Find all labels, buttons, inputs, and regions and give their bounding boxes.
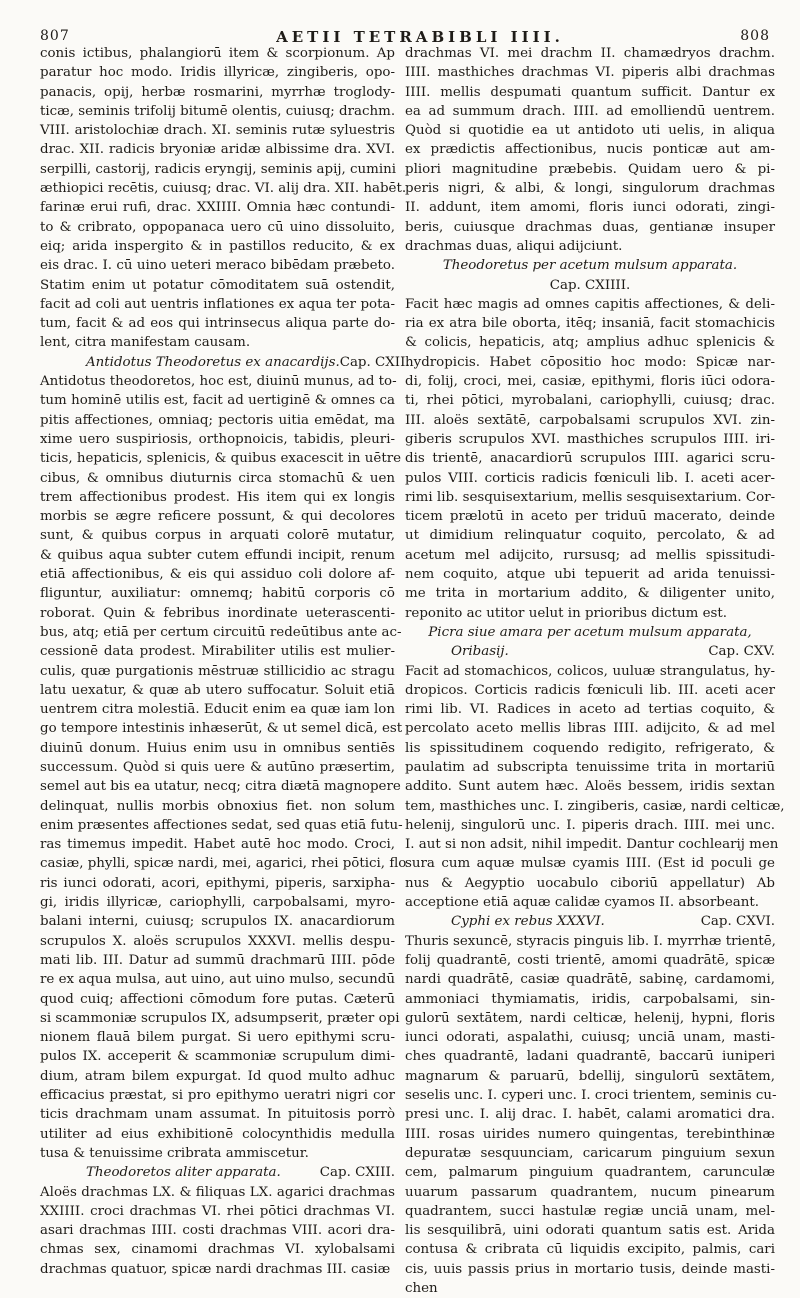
text-line: quadrantem, succi hastulæ regiæ unciā unam, mel- bbox=[405, 1203, 775, 1219]
text-line: re ex aqua mulsa, aut uino, aut uino mulso, secundū bbox=[40, 972, 395, 988]
text-line: pliori magnitudine præbebis. Quidam uero & pi- bbox=[405, 161, 775, 177]
text-line: successum. Quòd si quis uere & autūno præsertim, bbox=[40, 759, 395, 775]
section-heading: Theodoretus per acetum mulsum apparata. bbox=[442, 258, 738, 274]
text-line: ras timemus impedit. Habet autē hoc modo. Croci, bbox=[40, 837, 395, 853]
text-line: ticem prælotū in aceto per triduū macerato, deinde bbox=[405, 509, 775, 525]
text-line: rimi lib. VI. Radices in aceto ad tertias coquito, & bbox=[405, 702, 775, 718]
text-line: utiliter ad eius exhibitionē colocynthidis medulla bbox=[40, 1126, 395, 1142]
text-line: nus & Aegyptio uocabulo ciboriū appellatur) Ab bbox=[405, 875, 775, 891]
text-line: acceptione etiā aquæ calidæ cyamos II. absorbeant. bbox=[405, 895, 759, 911]
text-line: mati lib. III. Datur ad summū drachmarū IIII. pōde bbox=[40, 952, 395, 968]
text-line: paratur hoc modo. Iridis illyricæ, zingiberis, opo- bbox=[40, 65, 395, 81]
text-line: nionem flauā bilem purgat. Si uero epithymi scru- bbox=[40, 1030, 395, 1046]
text-line: tum, facit & ad eos qui intrinsecus aliqua parte do- bbox=[40, 316, 395, 332]
text-line: Thuris sexuncē, styracis pinguis lib. I. myrrhæ trientē, bbox=[405, 933, 776, 949]
text-line: magnarum & paruarū, bdellij, singulorū sextātem, bbox=[405, 1068, 775, 1084]
text-line: Antidotus theodoretos, hoc est, diuinū munus, ad to- bbox=[40, 374, 397, 390]
chapter-number: Cap. CXIII. bbox=[319, 1165, 395, 1181]
text-line: beris, cuiusque drachmas duas, gentianæ insuper bbox=[405, 219, 775, 235]
section-author: Oribasij. bbox=[451, 644, 509, 660]
section-heading-row bbox=[40, 353, 410, 372]
text-line: ut dimidium relinquatur coquito, percolato, & ad bbox=[405, 528, 775, 544]
right-folio-number: 808 bbox=[740, 28, 770, 44]
text-line: drachmas VI. mei drachm II. chamædryos drachm. bbox=[405, 46, 775, 61]
text-line: Quòd si quotidie ea ut antidoto uti uelis, in aliqua bbox=[405, 123, 775, 139]
chapter-number: Cap. CXV. bbox=[708, 644, 775, 660]
text-line: pulos VIII. corticis radicis fœniculi lib. I. aceti acer- bbox=[405, 470, 775, 486]
text-line: bus, atq; etiā per certum circuitū redeūtibus ante ac- bbox=[40, 624, 402, 640]
text-line: Statim enim ut potatur cōmoditatem suā ostendit, bbox=[40, 277, 395, 293]
text-line: si scammoniæ scrupulos IX, adsumpserit, præter opi bbox=[40, 1010, 400, 1026]
text-line: ches quadrantē, ladani quadrantē, baccarū iuniperi bbox=[405, 1049, 775, 1065]
text-line: ticis drachmam unam assumat. In pituitosis porrò bbox=[40, 1107, 395, 1123]
text-line: roborat. Quin & febribus inordinate ueterascenti- bbox=[40, 605, 395, 621]
text-line: dropicos. Corticis radicis fœniculi lib. III. aceti acer bbox=[405, 682, 775, 698]
text-line: ticæ, seminis trifolij bitumē olentis, cuiusq; drachm. bbox=[40, 103, 396, 119]
text-line: IIII. rosas uirides numero quingentas, terebinthinæ bbox=[405, 1126, 775, 1142]
text-line: conis ictibus, phalangiorū item & scorpionum. Ap bbox=[40, 46, 395, 61]
section-heading-row bbox=[405, 642, 775, 661]
text-line: Aloës drachmas LX. & filiquas LX. agarici drachmas bbox=[40, 1184, 395, 1200]
text-line: culis, quæ purgationis mēstruæ stillicidio ac stragu bbox=[40, 663, 395, 679]
text-line: balani interni, cuiusq; scrupulos IX. anacardiorum bbox=[40, 914, 395, 930]
section-heading-row bbox=[40, 1163, 395, 1182]
section-heading: Theodoretos aliter apparata. bbox=[86, 1165, 281, 1181]
text-line: presi unc. I. alij drac. I. habēt, calami aromatici dra. bbox=[405, 1107, 775, 1123]
text-line: paulatim ad subscripta tenuissime trita in mortariū bbox=[405, 759, 775, 775]
text-line: seselis unc. I. cyperi unc. I. croci trientem, seminis cu- bbox=[405, 1088, 777, 1104]
text-line: nem coquito, atque ubi tepuerit ad arida tenuissi- bbox=[405, 567, 775, 583]
text-line: asari drachmas IIII. costi drachmas VIII. acori dra- bbox=[40, 1223, 395, 1239]
text-line: Facit hæc magis ad omnes capitis affectiones, & deli- bbox=[405, 296, 775, 312]
text-line: eiq; arida inspergito & in pastillos reducito, & ex bbox=[40, 238, 395, 254]
text-line: lis spissitudinem coquendo redigito, refrigerato, & bbox=[405, 740, 775, 756]
text-line: Facit ad stomachicos, colicos, uuluæ strangulatus, hy- bbox=[405, 663, 775, 679]
text-line: nardi quadrātē, casiæ quadrātē, sabinę, cardamomi, bbox=[405, 972, 775, 988]
text-line: serpilli, castorij, radicis eryngij, seminis apij, cumini bbox=[40, 161, 397, 177]
text-line: delinquat, nullis morbis obnoxius fiet. non solum bbox=[40, 798, 395, 814]
text-line: etiā affectionibus, & eis qui assiduo coli dolore af- bbox=[40, 567, 395, 583]
text-line: pitis affectiones, omniaq; pectoris uitia emēdat, ma bbox=[40, 412, 395, 428]
text-line: chmas sex, cinamomi drachmas VI. xylobalsami bbox=[40, 1242, 395, 1258]
text-line: folij quadrantē, costi trientē, amomi quadrātē, spicæ bbox=[405, 952, 775, 968]
text-line: sunt, & quibus corpus in arquati colorē mutatur, bbox=[40, 528, 395, 544]
right-text-column bbox=[405, 44, 785, 1298]
text-line: ris iunci odorati, acori, epithymi, piperis, sarxipha- bbox=[40, 875, 395, 891]
chapter-number: Cap. CXVI. bbox=[700, 914, 775, 930]
text-line: tum hominē utilis est, facit ad uertiginē & omnes ca bbox=[40, 393, 395, 409]
text-line: cem, palmarum pinguium quadrantem, carunculæ bbox=[405, 1165, 775, 1181]
text-line: tusa & tenuissime cribrata ammiscetur. bbox=[40, 1145, 309, 1161]
text-line: fliguntur, auxiliatur: omnemq; habitū corporis cō bbox=[40, 586, 395, 602]
text-line: dium, atram bilem expurgat. Id quod multo adhuc bbox=[40, 1068, 395, 1084]
text-line: gi, iridis illyricæ, cariophylli, carpobalsami, myro- bbox=[40, 895, 395, 911]
text-line: quod cuiq; affectioni cōmodum fore putas. Cæterū bbox=[40, 991, 395, 1007]
text-line: ti, rhei pōtici, myrobalani, cariophylli, cuiusq; drac. bbox=[405, 393, 775, 409]
text-line: latu uexatur, & quæ ab utero suffocatur. Soluit etiā bbox=[40, 682, 395, 698]
text-line: cessionē data prodest. Mirabiliter utilis est mulier- bbox=[40, 644, 395, 660]
text-line: drachmas quatuor, spicæ nardi drachmas III. casiæ bbox=[40, 1261, 391, 1277]
text-line: chen bbox=[405, 1281, 438, 1296]
text-line: di, folij, croci, mei, casiæ, epithymi, floris iūci odora- bbox=[405, 374, 775, 390]
text-line: panacis, opij, herbæ rosmarini, myrrhæ troglody- bbox=[40, 84, 395, 100]
text-line: enim præsentes affectiones sedat, sed quas etiā futu- bbox=[40, 817, 403, 833]
text-line: cibus, & omnibus diuturnis circa stomachū & uen bbox=[40, 470, 395, 486]
text-line: eis drac. I. cū uino ueteri meraco bibēdam præbeto. bbox=[40, 258, 395, 274]
left-folio-number: 807 bbox=[40, 28, 70, 44]
text-line: ria ex atra bile oborta, itēq; insaniā, facit stomachicis bbox=[405, 316, 775, 332]
text-line: VIII. aristolochiæ drach. XI. seminis rutæ syluestris bbox=[40, 123, 395, 139]
text-line: iunci odorati, aspalathi, cuiusq; unciā unam, masti- bbox=[405, 1030, 775, 1046]
text-line: giberis scrupulos XVI. masthiches scrupulos IIII. iri- bbox=[405, 431, 775, 447]
text-line: I. aut si non adsit, nihil impedit. Dantur cochlearij men bbox=[405, 837, 779, 853]
text-line: ea ad summum drach. IIII. ad emolliendū uentrem. bbox=[405, 103, 775, 119]
text-line: casiæ, phylli, spicæ nardi, mei, agarici, rhei pōtici, flo bbox=[40, 856, 407, 872]
text-line: æthiopici recētis, cuiusq; drac. VI. alij dra. XII. habēt. bbox=[40, 181, 407, 197]
text-line: drachmas duas, aliqui adijciunt. bbox=[405, 238, 623, 254]
text-line: acetum mel adijcito, rursusq; ad mellis spissitudi- bbox=[405, 547, 775, 563]
text-line: cis, uuis passis prius in mortario tusis, deinde masti- bbox=[405, 1261, 775, 1277]
text-line: addito. Sunt autem hæc. Aloës bessem, iridis sextan bbox=[405, 779, 775, 795]
text-line: uentrem citra molestiā. Educit enim ea quæ iam lon bbox=[40, 702, 395, 718]
chapter-number: Cap. CXII. bbox=[339, 354, 410, 370]
text-line: rimi lib. sesquisextarium, mellis sesquisextarium. Cor- bbox=[405, 489, 776, 505]
text-line: tem, masthiches unc. I. zingiberis, casiæ, nardi celticæ, bbox=[405, 798, 785, 814]
text-line: uuarum passarum quadrantem, nucum pinearum bbox=[405, 1184, 775, 1200]
text-line: morbis se ægre reficere possunt, & qui decolores bbox=[40, 509, 395, 525]
text-line: hydropicis. Habet cōpositio hoc modo: Spicæ nar- bbox=[405, 354, 775, 370]
text-line: sura cum aquæ mulsæ cyamis IIII. (Est id poculi ge bbox=[405, 856, 775, 872]
section-heading: Antidotus Theodoretus ex anacardijs. bbox=[86, 354, 340, 370]
text-line: depuratæ sesquunciam, caricarum pinguium sexun bbox=[405, 1145, 775, 1161]
section-heading-row bbox=[405, 912, 775, 931]
text-line: contusa & cribrata cū liquidis excipito, palmis, cari bbox=[405, 1242, 775, 1258]
text-line: gulorū sextātem, nardi celticæ, helenij, hypni, floris bbox=[405, 1010, 775, 1026]
left-text-column bbox=[40, 44, 410, 1279]
text-line: XXIIII. croci drachmas VI. rhei pōtici drachmas VI. bbox=[40, 1203, 395, 1219]
text-line: facit ad coli aut uentris inflationes ex aqua ter pota- bbox=[40, 296, 395, 312]
text-line: farinæ erui rufi, drac. XXIIII. Omnia hæc contundi- bbox=[40, 200, 395, 216]
running-title: AETII TETRABIBLI IIII. bbox=[276, 28, 564, 46]
text-line: percolato aceto mellis libras IIII. adijcito, & ad mel bbox=[405, 721, 775, 737]
text-line: efficacius præstat, si pro epithymo ueratri nigri cor bbox=[40, 1088, 395, 1104]
text-line: semel aut bis ea utatur, necq; citra diætā magnopere bbox=[40, 779, 401, 795]
text-line: go tempore intestinis inhæserūt, & ut semel dicā, est bbox=[40, 721, 403, 737]
chapter-number: Cap. CXIIII. bbox=[549, 277, 631, 293]
section-heading: Picra siue amara per acetum mulsum apparata, bbox=[428, 624, 752, 640]
text-line: xime uero suspiriosis, orthopnoicis, tabidis, pleuri- bbox=[40, 431, 395, 447]
text-line: & colicis, hepaticis, atq; amplius adhuc splenicis & bbox=[405, 335, 775, 351]
text-line: to & cribrato, oppopanaca uero cū uino dissoluito, bbox=[40, 219, 395, 235]
text-line: helenij, singulorū unc. I. piperis drach. IIII. mei unc. bbox=[405, 817, 775, 833]
text-line: ex prædictis affectionibus, nucis ponticæ aut am- bbox=[405, 142, 775, 158]
text-line: IIII. masthiches drachmas VI. piperis albi drachmas bbox=[405, 65, 775, 81]
text-line: lent, citra manifestam causam. bbox=[40, 335, 251, 351]
text-line: scrupulos X. aloës scrupulos XXXVI. mellis despu- bbox=[40, 933, 395, 949]
text-line: reponito ac utitor uelut in prioribus dictum est. bbox=[405, 605, 728, 621]
text-line: & quibus aqua subter cutem effundi incipit, renum bbox=[40, 547, 395, 563]
text-line: pulos IX. acceperit & scammoniæ scrupulum dimi- bbox=[40, 1049, 395, 1065]
text-line: lis sesquilibrā, uini odorati quantum satis est. Arida bbox=[405, 1223, 775, 1239]
text-line: diuinū donum. Huius enim usu in omnibus sentiēs bbox=[40, 740, 395, 756]
text-line: IIII. mellis despumati quantum sufficit. Dantur ex bbox=[405, 84, 775, 100]
text-line: dis trientē, anacardiorū scrupulos IIII. agarici scru- bbox=[405, 451, 775, 467]
text-line: drac. XII. radicis bryoniæ aridæ albissime dra. XVI. bbox=[40, 142, 395, 158]
text-line: peris nigri, & albi, & longi, singulorum drachmas bbox=[405, 181, 775, 197]
text-line: ammoniaci thymiamatis, iridis, carpobalsami, sin- bbox=[405, 991, 775, 1007]
text-line: III. aloës sextātē, carpobalsami scrupulos XVI. zin- bbox=[405, 412, 775, 428]
text-line: II. addunt, item amomi, floris iunci odorati, zingi- bbox=[405, 200, 775, 216]
text-line: ticis, hepaticis, splenicis, & quibus exacescit in uētre bbox=[40, 451, 402, 467]
text-line: trem affectionibus prodest. His item qui ex longis bbox=[40, 489, 395, 505]
text-line: me trita in mortarium addito, & diligenter unito, bbox=[405, 586, 775, 602]
section-heading: Cyphi ex rebus XXXVI. bbox=[451, 914, 605, 930]
